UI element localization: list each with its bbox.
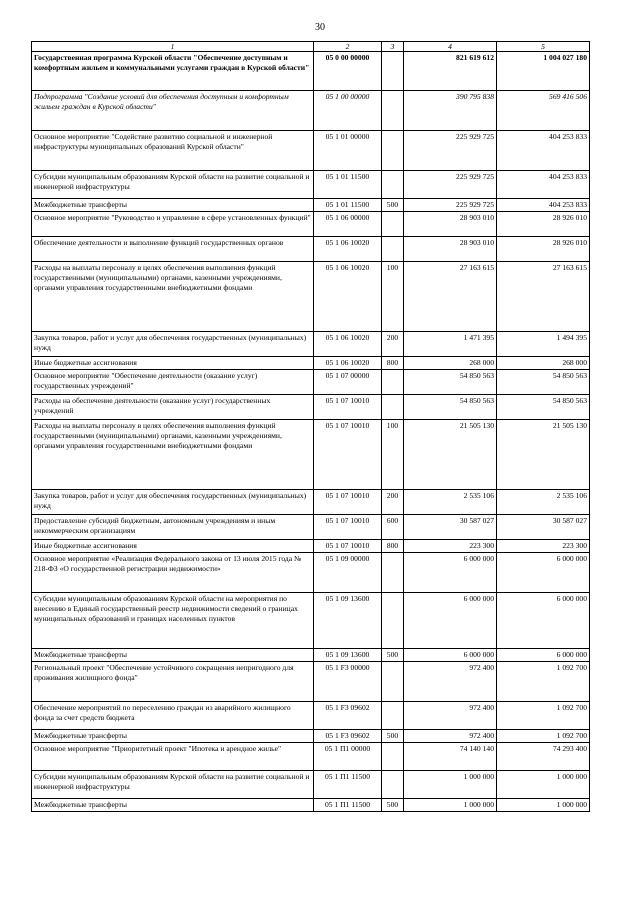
row-name: Предоставление субсидий бюджетным, автономным учреждениям и иным некоммерческим организациям: [32, 515, 314, 540]
row-code: 05 1 06 10020: [314, 237, 382, 262]
row-code: 05 1 06 10020: [314, 262, 382, 332]
row-code: 05 1 07 10010: [314, 515, 382, 540]
row-amount-year1: 6 000 000: [404, 553, 497, 593]
table-row: [32, 91, 590, 131]
row-expense-type: [382, 553, 404, 593]
table-row: [32, 199, 590, 212]
row-name: Подпрограмма "Создание условий для обеспечения доступным и комфортным жильем граждан в Курской области": [32, 91, 314, 131]
row-expense-type: 100: [382, 420, 404, 490]
row-amount-year2: 569 416 506: [497, 91, 590, 131]
row-name: Региональный проект "Обеспечение устойчивого сокращения непригодного для проживания жилищного фонда": [32, 662, 314, 702]
row-expense-type: [382, 771, 404, 799]
row-amount-year2: 1 092 700: [497, 730, 590, 743]
row-name: Расходы на обеспечение деятельности (оказание услуг) государственных учреждений: [32, 395, 314, 420]
row-code: 05 1 01 11500: [314, 199, 382, 212]
row-code: 05 1 07 10010: [314, 490, 382, 515]
row-name: Государственная программа Курской области "Обеспечение доступным и комфортным жильем и коммунальными услугами граждан в Курской области": [32, 52, 314, 91]
row-amount-year2: 1 092 700: [497, 702, 590, 730]
row-amount-year1: 54 850 563: [404, 395, 497, 420]
row-code: 05 1 07 10010: [314, 395, 382, 420]
row-expense-type: 500: [382, 799, 404, 812]
row-expense-type: [382, 212, 404, 237]
row-amount-year2: 28 926 010: [497, 237, 590, 262]
header-cell: 1: [32, 42, 314, 52]
row-amount-year2: 27 163 615: [497, 262, 590, 332]
row-name: Обеспечение мероприятий по переселению граждан из аварийного жилищного фонда за счет средств бюджета: [32, 702, 314, 730]
row-expense-type: 800: [382, 357, 404, 370]
row-amount-year2: 6 000 000: [497, 649, 590, 662]
row-expense-type: [382, 237, 404, 262]
row-amount-year1: 1 000 000: [404, 771, 497, 799]
row-expense-type: 500: [382, 730, 404, 743]
table-row: [32, 357, 590, 370]
table-row: [32, 540, 590, 553]
row-expense-type: 800: [382, 540, 404, 553]
header-cell: 4: [404, 42, 497, 52]
row-amount-year1: 1 000 000: [404, 799, 497, 812]
table-header-row: [32, 42, 590, 52]
row-amount-year2: 404 253 833: [497, 171, 590, 199]
row-code: 05 1 09 13600: [314, 649, 382, 662]
row-amount-year1: 1 471 395: [404, 332, 497, 357]
row-amount-year1: 972 400: [404, 662, 497, 702]
row-expense-type: [382, 395, 404, 420]
header-cell: 5: [497, 42, 590, 52]
row-amount-year2: 223 300: [497, 540, 590, 553]
row-amount-year2: 6 000 000: [497, 553, 590, 593]
row-name: Иные бюджетные ассигнования: [32, 540, 314, 553]
row-expense-type: [382, 743, 404, 771]
table-row: [32, 131, 590, 171]
table-row: [32, 662, 590, 702]
row-name: Основное мероприятие "Приоритетный проект "Ипотека и арендное жилье": [32, 743, 314, 771]
row-name: Закупка товаров, работ и услуг для обеспечения государственных (муниципальных) нужд: [32, 332, 314, 357]
row-code: 05 1 П1 11500: [314, 771, 382, 799]
table-row: [32, 730, 590, 743]
row-expense-type: 200: [382, 332, 404, 357]
row-amount-year2: 28 926 010: [497, 212, 590, 237]
row-name: Межбюджетные трансферты: [32, 730, 314, 743]
row-code: 05 1 06 00000: [314, 212, 382, 237]
row-amount-year1: 223 300: [404, 540, 497, 553]
table-row: [32, 395, 590, 420]
row-name: Субсидии муниципальным образованиям Курской области на развитие социальной и инженерной инфраструктуры: [32, 771, 314, 799]
row-amount-year1: 268 000: [404, 357, 497, 370]
row-amount-year2: 54 850 563: [497, 395, 590, 420]
row-amount-year2: 74 293 400: [497, 743, 590, 771]
page-number: 30: [315, 22, 325, 33]
row-code: 05 1 06 10020: [314, 332, 382, 357]
row-amount-year2: 1 000 000: [497, 799, 590, 812]
table-row: [32, 771, 590, 799]
row-amount-year2: 1 092 700: [497, 662, 590, 702]
row-name: Обеспечение деятельности и выполнение функций государственных органов: [32, 237, 314, 262]
table-row: [32, 593, 590, 649]
table-row: [32, 171, 590, 199]
table-row: [32, 52, 590, 91]
row-amount-year1: 21 505 130: [404, 420, 497, 490]
row-amount-year1: 54 850 563: [404, 370, 497, 395]
row-code: 05 1 F3 09602: [314, 702, 382, 730]
row-name: Закупка товаров, работ и услуг для обеспечения государственных (муниципальных) нужд: [32, 490, 314, 515]
row-amount-year2: 404 253 833: [497, 199, 590, 212]
row-amount-year1: 972 400: [404, 702, 497, 730]
row-name: Основное мероприятие "Руководство и управление в сфере установленных функций": [32, 212, 314, 237]
row-name: Основное мероприятие «Реализация Федерального закона от 13 июля 2015 года № 218-ФЗ «О государственной регистрации недвижимости»: [32, 553, 314, 593]
table-row: [32, 553, 590, 593]
row-expense-type: 500: [382, 199, 404, 212]
table-row: [32, 490, 590, 515]
row-code: 05 1 01 00000: [314, 131, 382, 171]
row-name: Основное мероприятие "Содействие развитию социальной и инженерной инфраструктуры муниципальных образований Курской области": [32, 131, 314, 171]
row-amount-year1: 6 000 000: [404, 593, 497, 649]
row-amount-year1: 2 535 106: [404, 490, 497, 515]
row-name: Межбюджетные трансферты: [32, 199, 314, 212]
row-code: 05 1 F3 00000: [314, 662, 382, 702]
row-amount-year2: 404 253 833: [497, 131, 590, 171]
row-amount-year2: 1 004 027 180: [497, 52, 590, 91]
row-code: 05 1 09 13600: [314, 593, 382, 649]
row-amount-year1: 30 587 027: [404, 515, 497, 540]
table-row: [32, 237, 590, 262]
row-amount-year1: 74 140 140: [404, 743, 497, 771]
row-amount-year1: 28 903 010: [404, 237, 497, 262]
row-amount-year2: 268 000: [497, 357, 590, 370]
row-name: Основное мероприятие "Обеспечение деятельности (оказание услуг) государственных учреждений": [32, 370, 314, 395]
row-amount-year1: 28 903 010: [404, 212, 497, 237]
row-expense-type: [382, 52, 404, 91]
table-row: [32, 332, 590, 357]
table-row: [32, 420, 590, 490]
row-code: 05 1 П1 11500: [314, 799, 382, 812]
row-code: 05 1 П1 00000: [314, 743, 382, 771]
table-row: [32, 743, 590, 771]
row-amount-year1: 225 929 725: [404, 199, 497, 212]
row-expense-type: [382, 662, 404, 702]
row-amount-year1: 225 929 725: [404, 131, 497, 171]
row-expense-type: [382, 91, 404, 131]
table-row: [32, 799, 590, 812]
budget-table: [31, 41, 590, 812]
row-name: Расходы на выплаты персоналу в целях обеспечения выполнения функций государственными (муниципальными) органами, казенными учреждениями, органами управления государственными внебюджетными фондами: [32, 420, 314, 490]
row-code: 05 1 00 00000: [314, 91, 382, 131]
row-expense-type: [382, 131, 404, 171]
table-row: [32, 212, 590, 237]
row-expense-type: [382, 593, 404, 649]
row-code: 05 1 09 00000: [314, 553, 382, 593]
table-row: [32, 702, 590, 730]
row-amount-year2: 30 587 027: [497, 515, 590, 540]
row-code: 05 1 06 10020: [314, 357, 382, 370]
row-expense-type: [382, 702, 404, 730]
row-amount-year1: 27 163 615: [404, 262, 497, 332]
table-row: [32, 262, 590, 332]
row-expense-type: 200: [382, 490, 404, 515]
row-name: Расходы на выплаты персоналу в целях обеспечения выполнения функций государственными (муниципальными) органами, казенными учреждениями, органами управления государственными внебюджетными фондами: [32, 262, 314, 332]
row-name: Субсидии муниципальным образованиям Курской области на мероприятия по внесению в Единый государственный реестр недвижимости сведений о границах муниципальных образований и границах населенных пунктов: [32, 593, 314, 649]
header-cell: 2: [314, 42, 382, 52]
row-code: 05 1 07 10010: [314, 540, 382, 553]
row-amount-year2: 21 505 130: [497, 420, 590, 490]
row-amount-year2: 2 535 106: [497, 490, 590, 515]
row-code: 05 1 F3 09602: [314, 730, 382, 743]
row-code: 05 1 07 10010: [314, 420, 382, 490]
row-expense-type: [382, 370, 404, 395]
row-amount-year1: 972 400: [404, 730, 497, 743]
row-name: Межбюджетные трансферты: [32, 649, 314, 662]
row-amount-year1: 225 929 725: [404, 171, 497, 199]
row-name: Субсидии муниципальным образованиям Курской области на развитие социальной и инженерной инфраструктуры: [32, 171, 314, 199]
row-expense-type: 600: [382, 515, 404, 540]
table-row: [32, 370, 590, 395]
table-row: [32, 649, 590, 662]
row-amount-year2: 1 494 395: [497, 332, 590, 357]
row-expense-type: 500: [382, 649, 404, 662]
header-cell: 3: [382, 42, 404, 52]
row-amount-year2: 6 000 000: [497, 593, 590, 649]
row-name: Иные бюджетные ассигнования: [32, 357, 314, 370]
row-amount-year1: 390 795 838: [404, 91, 497, 131]
row-amount-year2: 54 850 563: [497, 370, 590, 395]
row-expense-type: 100: [382, 262, 404, 332]
table-row: [32, 515, 590, 540]
row-amount-year1: 6 000 000: [404, 649, 497, 662]
row-code: 05 0 00 00000: [314, 52, 382, 91]
row-code: 05 1 07 00000: [314, 370, 382, 395]
row-amount-year2: 1 000 000: [497, 771, 590, 799]
row-code: 05 1 01 11500: [314, 171, 382, 199]
row-expense-type: [382, 171, 404, 199]
row-name: Межбюджетные трансферты: [32, 799, 314, 812]
row-amount-year1: 821 619 612: [404, 52, 497, 91]
